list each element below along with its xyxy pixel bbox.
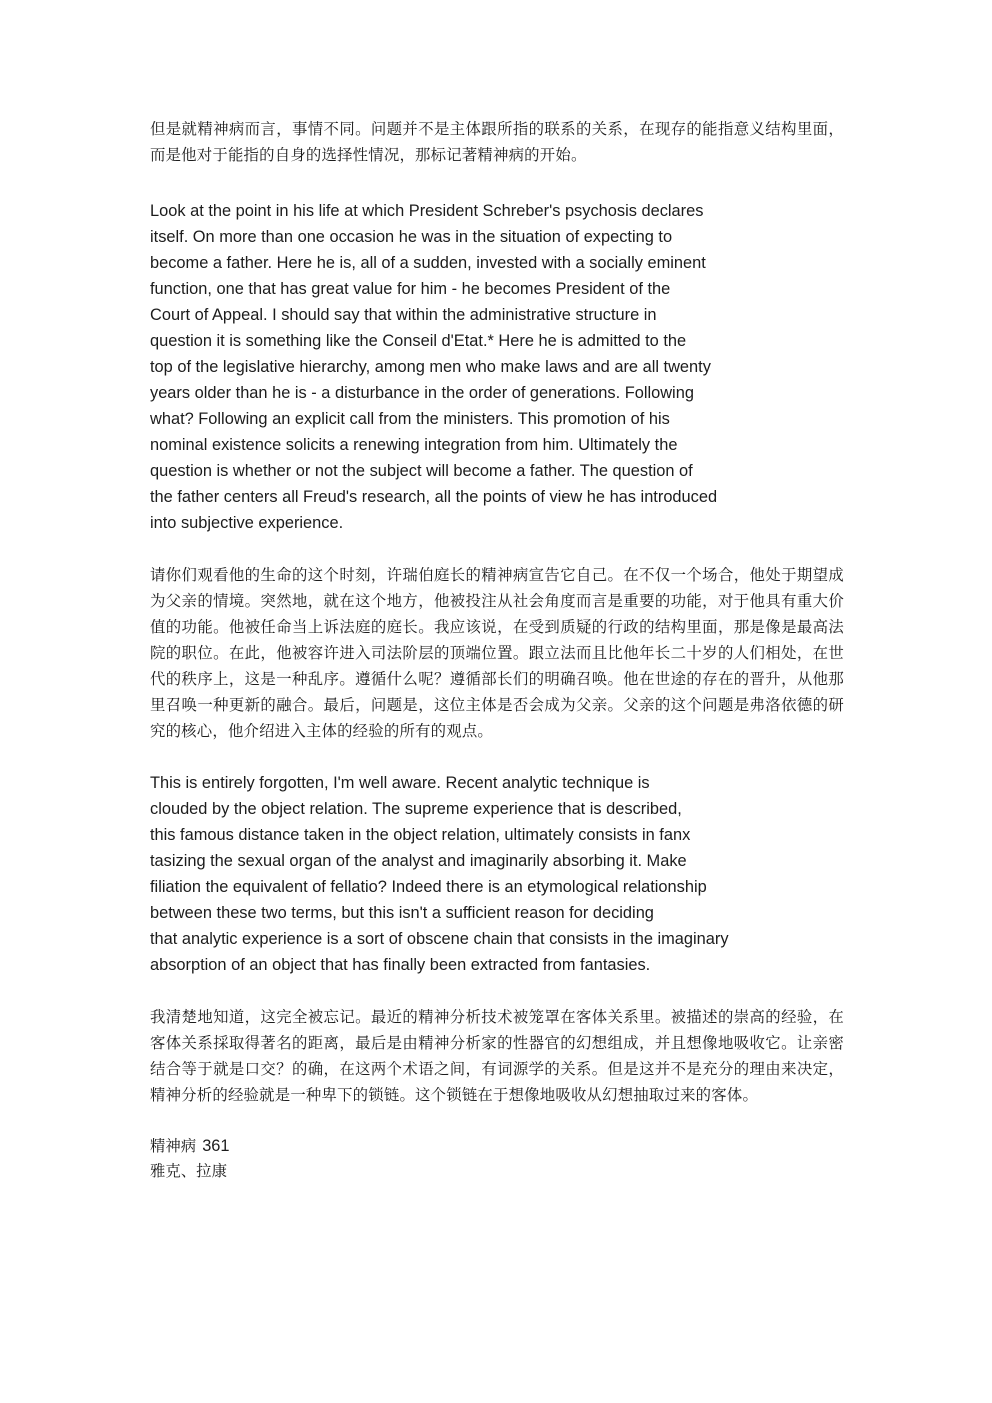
page-number: 361: [202, 1137, 230, 1155]
page-footer: [150, 1134, 844, 1184]
text-line: function, one that has great value for him - he becomes President of the: [150, 280, 671, 298]
paragraph-en-1: [150, 198, 844, 536]
text-line: nominal existence solicits a renewing integration from him. Ultimately the: [150, 436, 678, 454]
text-line: years older than he is - a disturbance in the order of generations. Following: [150, 384, 694, 402]
text-line: clouded by the object relation. The supreme experience that is described,: [150, 800, 682, 818]
text-line: itself. On more than one occasion he was in the situation of expecting to: [150, 228, 673, 246]
text-line: that analytic experience is a sort of obscene chain that consists in the imaginary: [150, 930, 729, 948]
text-line: into subjective experience.: [150, 514, 344, 532]
text-line: top of the legislative hierarchy, among men who make laws and are all twenty: [150, 358, 711, 376]
text-line: filiation the equivalent of fellatio? Indeed there is an etymological relationship: [150, 878, 707, 896]
book-title: 精神病: [150, 1137, 197, 1155]
text-line: this famous distance taken in the object relation, ultimately consists in fanx: [150, 826, 691, 844]
paragraph-zh-1: 但是就精神病而言，事情不同。问题并不是主体跟所指的联系的关系，在现存的能指意义结构里面，而是他对于能指的自身的选择性情况，那标记著精神病的开始。: [150, 120, 844, 164]
document-page: [150, 116, 844, 1184]
text-line: Look at the point in his life at which President Schreber's psychosis declares: [150, 202, 704, 220]
footer-title-line: [150, 1134, 844, 1159]
text-line: become a father. Here he is, all of a sudden, invested with a socially eminent: [150, 254, 706, 272]
paragraph-zh-2: 请你们观看他的生命的这个时刻，许瑞伯庭长的精神病宣告它自己。在不仅一个场合，他处于期望成为父亲的情境。突然地，就在这个地方，他被投注从社会角度而言是重要的功能，对于他具有重大价值的功能。他被任命当上诉法庭的庭长。我应该说，在受到质疑的行政的结构里面，那是像是最高法院的职位。在此，他被容许进入司法阶层的顶端位置。跟立法而且比他年长二十岁的人们相处，在世代的秩序上，这是一种乱序。遵循什么呢？遵循部长们的明确召唤。他在世途的存在的晋升，从他那里召唤一种更新的融合。最后，问题是，这位主体是否会成为父亲。父亲的这个问题是弗洛依德的研究的核心，他介绍进入主体的经验的所有的观点。: [150, 566, 844, 740]
text-line: Court of Appeal. I should say that within the administrative structure in: [150, 306, 657, 324]
text-line: between these two terms, but this isn't a sufficient reason for deciding: [150, 904, 654, 922]
author-name: 雅克、拉康: [150, 1162, 227, 1180]
paragraph-zh-3: 我清楚地知道，这完全被忘记。最近的精神分析技术被笼罩在客体关系里。被描述的崇高的经验，在客体关系採取得著名的距离，最后是由精神分析家的性器官的幻想组成，并且想像地吸收它。让亲密结合等于就是口交？的确，在这两个术语之间，有词源学的关系。但是这并不是充分的理由来决定，精神分析的经验就是一种卑下的锁链。这个锁链在于想像地吸收从幻想抽取过来的客体。: [150, 1008, 844, 1104]
text-line: absorption of an object that has finally been extracted from fantasies.: [150, 956, 651, 974]
text-line: what? Following an explicit call from the ministers. This promotion of his: [150, 410, 670, 428]
text-line: question it is something like the Conseil d'Etat.* Here he is admitted to the: [150, 332, 687, 350]
text-line: question is whether or not the subject will become a father. The question of: [150, 462, 693, 480]
text-line: tasizing the sexual organ of the analyst and imaginarily absorbing it. Make: [150, 852, 687, 870]
paragraph-en-2: [150, 770, 844, 978]
text-line: This is entirely forgotten, I'm well aware. Recent analytic technique is: [150, 774, 650, 792]
text-line: the father centers all Freud's research, all the points of view he has introduced: [150, 488, 718, 506]
